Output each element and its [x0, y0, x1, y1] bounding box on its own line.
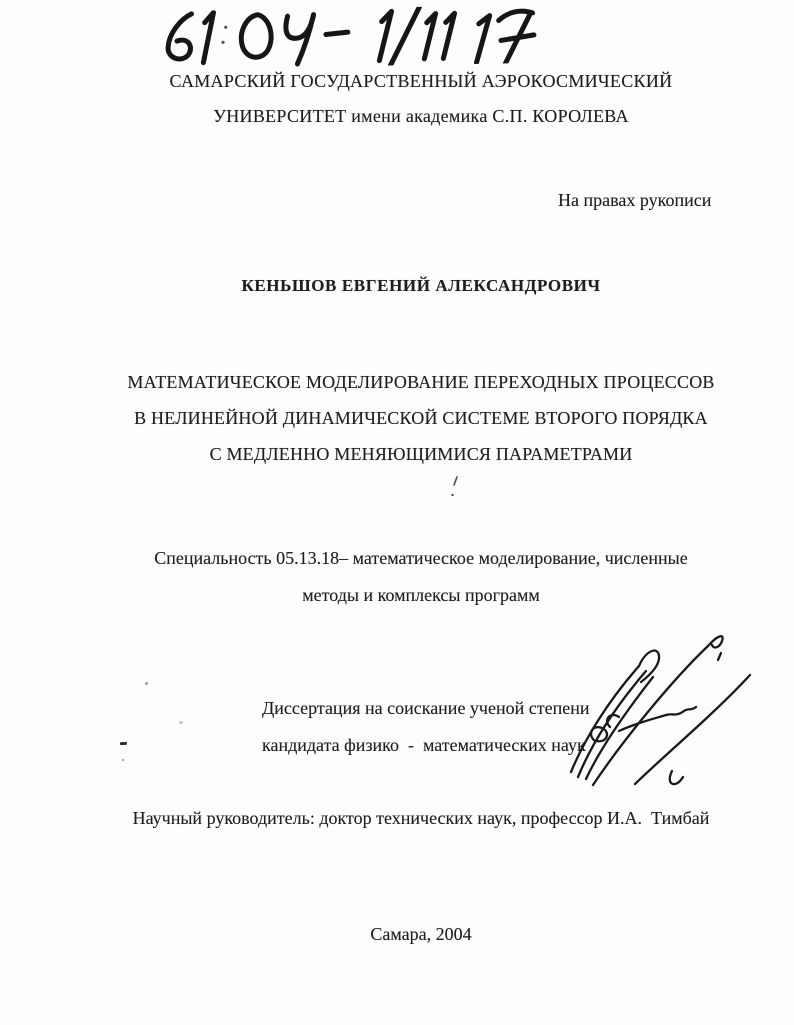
- university-name-line1: САМАРСКИЙ ГОСУДАРСТВЕННЫЙ АЭРОКОСМИЧЕСКИЙ: [169, 71, 673, 91]
- author-name: КЕНЬШОВ ЕВГЕНИЙ АЛЕКСАНДРОВИЧ: [241, 276, 601, 295]
- city-year: Самара, 2004: [370, 924, 472, 944]
- handwritten-number-strokes: [159, 5, 552, 70]
- university-header: [48, 64, 794, 134]
- specialty-line-2: методы и комплексы программ: [302, 585, 540, 605]
- scan-speck: [179, 721, 183, 724]
- dissertation-title: [48, 364, 794, 472]
- scan-speck: [122, 759, 124, 761]
- specialty-block: [48, 540, 794, 614]
- degree-line-2: кандидата физико - математических наук: [262, 735, 586, 755]
- specialty-line-1: Специальность 05.13.18– математическое моделирование, численные: [154, 548, 688, 568]
- title-line-1: МАТЕМАТИЧЕСКОЕ МОДЕЛИРОВАНИЕ ПЕРЕХОДНЫХ ПРОЦЕССОВ: [127, 372, 715, 392]
- stray-ink-mark: [450, 475, 460, 499]
- manuscript-note: На правах рукописи: [558, 190, 712, 210]
- handwritten-signature: [562, 622, 754, 792]
- degree-line-1: Диссертация на соискание ученой степени: [262, 698, 590, 718]
- title-line-2: В НЕЛИНЕЙНОЙ ДИНАМИЧЕСКОЙ СИСТЕМЕ ВТОРОГО ПОРЯДКА: [134, 408, 708, 428]
- university-name-line2: УНИВЕРСИТЕТ имени академика С.П. КОРОЛЕВА: [213, 106, 629, 126]
- supervisor-line: Научный руководитель: доктор технических наук, профессор И.А. Тимбай: [132, 808, 710, 828]
- scan-speck: [120, 742, 127, 745]
- title-line-3: С МЕДЛЕННО МЕНЯЮЩИМИСЯ ПАРАМЕТРАМИ: [209, 444, 633, 464]
- scan-speck: [145, 682, 148, 685]
- degree-statement: [262, 690, 589, 764]
